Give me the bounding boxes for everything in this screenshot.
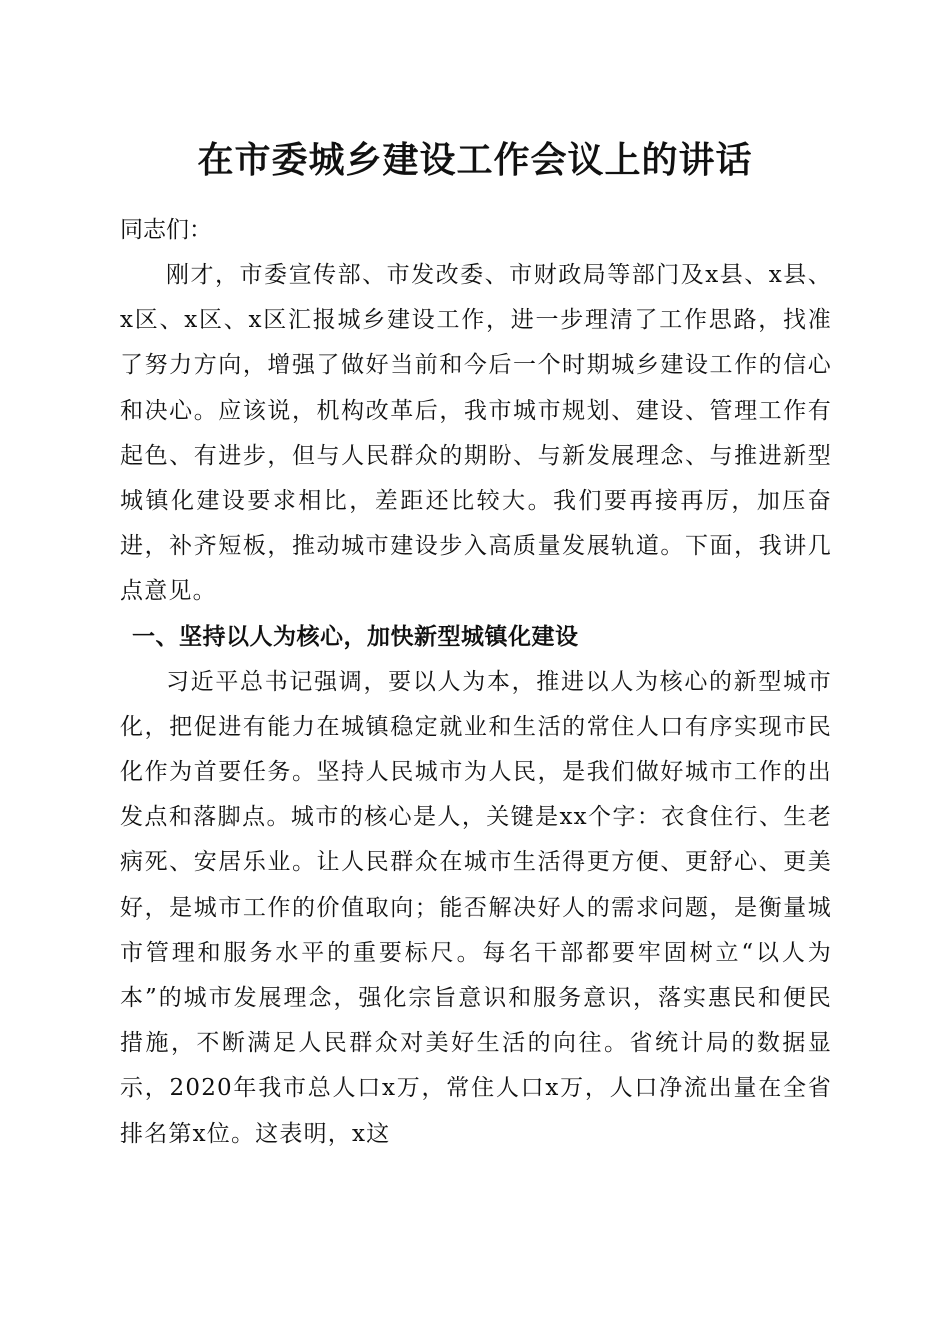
salutation: 同志们： (120, 217, 212, 243)
paragraph-intro: 刚才，市委宣传部、市发改委、市财政局等部门及x县、x县、x区、x区、x区汇报城乡建设工作，进一步理清了工作思路，找准了努力方向，增强了做好当前和今后一个时期城乡建设工作的信心和决心。应该说，机构改革后，我市城市规划、建设、管理工作有起色、有进步，但与人民群众的期盼、与新发展理念、与推进新型城镇化建设要求相比，差距还比较大。我们要再接再厉，加压奋进，补齐短板，推动城市建设步入高质量发展轨道。下面，我讲几点意见。 (120, 262, 832, 605)
document-title: 在市委城乡建设工作会议上的讲话 (197, 139, 753, 181)
section-heading-1: 一、坚持以人为核心，加快新型城镇化建设 (132, 623, 579, 650)
document-body (120, 208, 832, 1157)
paragraph-section-1: 习近平总书记强调，要以人为本，推进以人为核心的新型城市化，把促进有能力在城镇稳定就业和生活的常住人口有序实现市民化作为首要任务。坚持人民城市为人民，是我们做好城市工作的出发点和落脚点。城市的核心是人，关键是xx个字：衣食住行、生老病死、安居乐业。让人民群众在城市生活得更方便、更舒心、更美好，是城市工作的价值取向；能否解决好人的需求问题，是衡量城市管理和服务水平的重要标尺。每名干部都要牢固树立“以人为本”的城市发展理念，强化宗旨意识和服务意识，落实惠民和便民措施，不断满足人民群众对美好生活的向往。省统计局的数据显示，2020年我市总人口x万，常住人口x万，人口净流出量在全省排名第x位。这表明，x这 (120, 668, 832, 1147)
